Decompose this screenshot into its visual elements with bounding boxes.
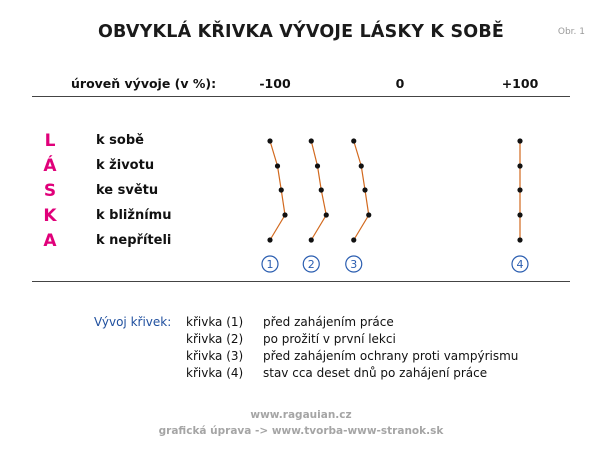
- curve-4-point-3: [517, 187, 522, 192]
- curve-2-point-4: [324, 212, 329, 217]
- curve-2-point-3: [319, 187, 324, 192]
- axis-tick-minus-100: -100: [259, 76, 291, 91]
- legend-desc-3: před zahájením ochrany proti vampýrismu: [263, 349, 519, 363]
- curve-3-point-2: [359, 163, 364, 168]
- footer-credit: grafická úprava -> www.tvorba-www-stranok.sk: [158, 425, 444, 437]
- axis-label: úroveň vývoje (v %):: [71, 76, 217, 91]
- curve-badge-4: [512, 256, 528, 272]
- row-label-k-sobe: k sobě: [96, 133, 144, 148]
- row-letter-a-acute: Á: [43, 156, 57, 176]
- curve-badge-label-4: 4: [516, 258, 524, 271]
- curve-badge-label-3: 3: [350, 258, 358, 271]
- curve-4-point-2: [517, 163, 522, 168]
- bottom-divider: [32, 281, 570, 282]
- legend-key-4: křivka (4): [186, 366, 244, 380]
- legend-title: Vývoj křivek:: [94, 315, 172, 329]
- curve-1-point-3: [279, 187, 284, 192]
- page-title: OBVYKLÁ KŘIVKA VÝVOJE LÁSKY K SOBĚ: [97, 22, 505, 42]
- legend-desc-2: po prožití v první lekci: [263, 332, 396, 346]
- row-letter-k: K: [43, 206, 57, 226]
- legend-key-3: křivka (3): [186, 349, 244, 363]
- curve-3-point-4: [366, 212, 371, 217]
- row-label-k-bliznimu: k bližnímu: [96, 208, 172, 223]
- row-letter-l: L: [44, 131, 56, 151]
- curve-1-point-1: [267, 138, 272, 143]
- footer-website: www.ragauian.cz: [250, 409, 352, 421]
- curve-2-point-1: [309, 138, 314, 143]
- curve-1-point-5: [267, 237, 272, 242]
- curve-1-point-4: [282, 212, 287, 217]
- curve-3-point-3: [362, 187, 367, 192]
- curve-2-point-5: [309, 237, 314, 242]
- axis-tick-0: 0: [395, 76, 405, 91]
- curve-4-point-4: [517, 212, 522, 217]
- legend-desc-1: před zahájením práce: [263, 315, 394, 329]
- curve-4-point-1: [517, 138, 522, 143]
- row-label-k-nepriteli: k nepříteli: [96, 233, 172, 248]
- curve-badge-label-2: 2: [307, 258, 315, 271]
- curve-2-point-2: [315, 163, 320, 168]
- legend-key-1: křivka (1): [186, 315, 244, 329]
- curve-badge-label-1: 1: [266, 258, 274, 271]
- legend-desc-4: stav cca deset dnů po zahájení práce: [263, 366, 488, 380]
- curve-badge-1: [262, 256, 278, 272]
- row-label-k-zivotu: k životu: [96, 158, 155, 173]
- axis-tick-plus-100: +100: [501, 76, 539, 91]
- curve-3-point-1: [351, 138, 356, 143]
- row-label-ke-svetu: ke světu: [96, 183, 159, 198]
- row-letter-a: A: [43, 231, 57, 251]
- row-letter-s: S: [43, 181, 57, 201]
- curve-badge-2: [303, 256, 319, 272]
- figure-label: Obr. 1: [557, 27, 585, 37]
- curve-4-point-5: [517, 237, 522, 242]
- curve-1-point-2: [275, 163, 280, 168]
- curve-badge-3: [346, 256, 362, 272]
- curve-3-point-5: [351, 237, 356, 242]
- legend-key-2: křivka (2): [186, 332, 244, 346]
